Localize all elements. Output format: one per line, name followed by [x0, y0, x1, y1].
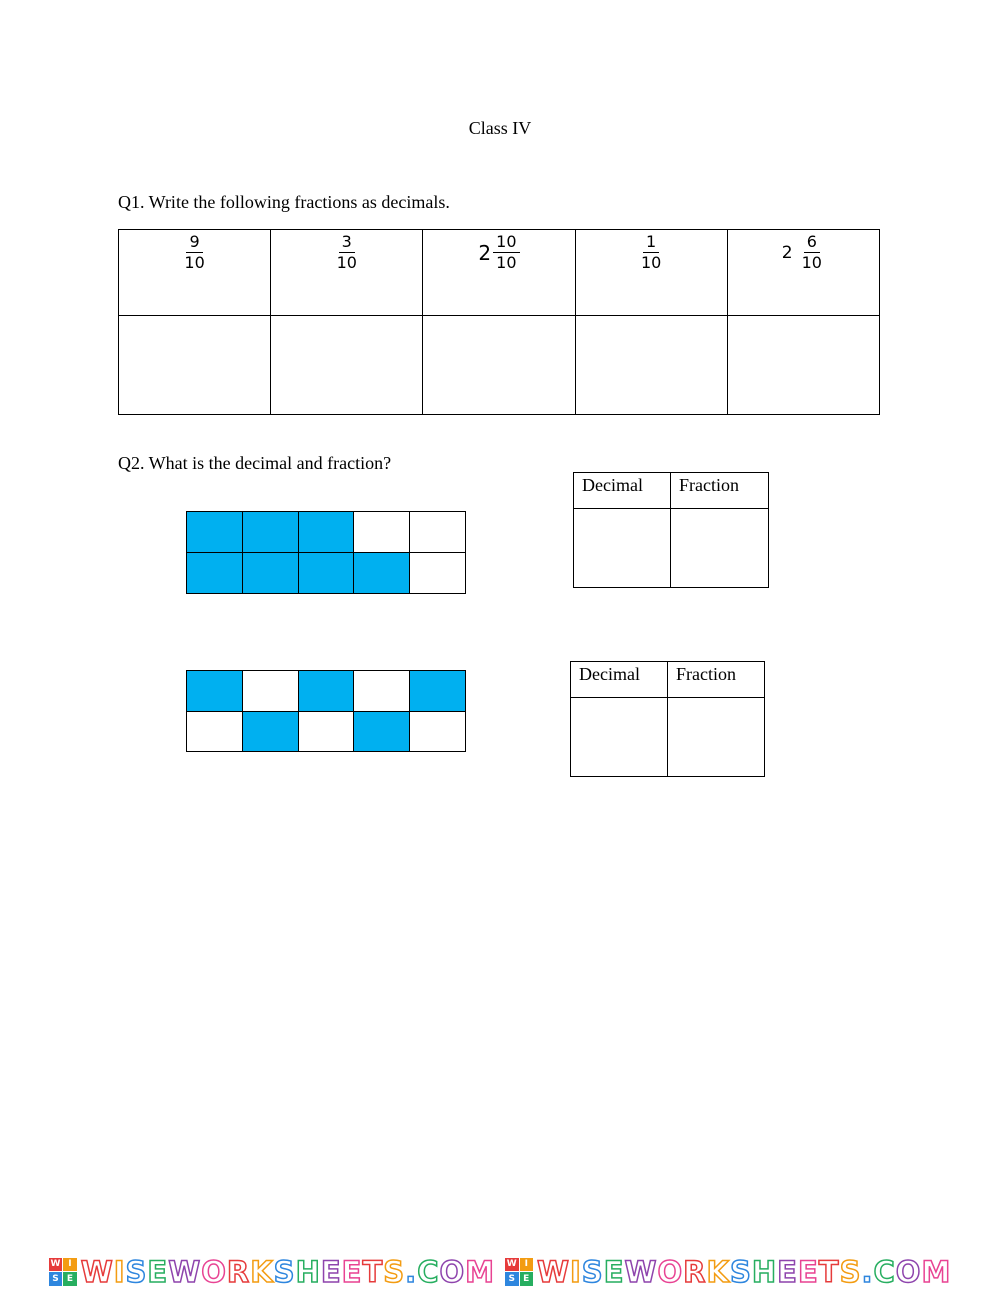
numerator: 3 [339, 232, 355, 253]
numerator: 10 [493, 232, 519, 253]
logo-icon [505, 1258, 533, 1286]
shaded-square [242, 553, 298, 594]
fraction-cell [271, 230, 423, 316]
logo-letter: E [520, 1272, 534, 1286]
shaded-square [242, 711, 298, 752]
shaded-square [242, 512, 298, 553]
shaded-square [354, 711, 410, 752]
decimal-header: Decimal [574, 473, 671, 509]
unshaded-square [187, 711, 243, 752]
unshaded-square [354, 671, 410, 712]
fraction [493, 232, 519, 273]
numerator: 6 [804, 232, 820, 253]
watermark [505, 1255, 951, 1289]
fraction-answer-cell[interactable] [671, 509, 769, 588]
shaded-square [187, 671, 243, 712]
watermark [49, 1255, 495, 1289]
fraction [799, 232, 825, 273]
fractions-table [118, 229, 880, 415]
shaded-square [187, 553, 243, 594]
answer-table-1 [573, 472, 769, 588]
answer-table-2 [570, 661, 765, 777]
watermark-footer [0, 1252, 1000, 1291]
answer-cell[interactable] [271, 316, 423, 415]
shaded-square [298, 553, 354, 594]
fraction-answer-cell[interactable] [668, 698, 765, 777]
shaded-square [410, 671, 466, 712]
fraction-cell [575, 230, 727, 316]
fraction-cell [423, 230, 575, 316]
question-2-prompt: Q2. What is the decimal and fraction? [118, 453, 392, 473]
whole-number: 2 [781, 242, 793, 263]
shaded-square [354, 553, 410, 594]
answer-cell[interactable] [119, 316, 271, 415]
numerator: 1 [643, 232, 659, 253]
denominator: 10 [184, 253, 205, 272]
fraction [334, 232, 360, 273]
watermark-text: WISEWORKSHEETS.COM [537, 1254, 952, 1289]
shaded-square [187, 512, 243, 553]
decimal-answer-cell[interactable] [571, 698, 668, 777]
unshaded-square [410, 711, 466, 752]
page-title: Class IV [468, 118, 532, 138]
shaded-grid-2 [186, 670, 466, 752]
decimal-answer-cell[interactable] [574, 509, 671, 588]
fraction-header: Fraction [671, 473, 769, 509]
question-1-prompt: Q1. Write the following fractions as decimals. [118, 192, 450, 212]
decimal-header: Decimal [571, 662, 668, 698]
unshaded-square [410, 512, 466, 553]
fraction-header: Fraction [668, 662, 765, 698]
fraction [638, 232, 664, 273]
fraction-cell [727, 230, 879, 316]
shaded-grid-1 [186, 511, 466, 594]
fraction-cell [119, 230, 271, 316]
logo-letter: E [63, 1272, 77, 1286]
unshaded-square [298, 711, 354, 752]
whole-number: 2 [478, 240, 492, 265]
denominator: 10 [640, 253, 662, 272]
unshaded-square [354, 512, 410, 553]
logo-letter: W [50, 1259, 61, 1270]
shaded-square [298, 512, 354, 553]
denominator: 10 [336, 253, 357, 272]
logo-letter: S [49, 1272, 63, 1286]
shaded-square [298, 671, 354, 712]
answer-cell[interactable] [575, 316, 727, 415]
watermark-text: WISEWORKSHEETS.COM [80, 1254, 495, 1289]
unshaded-square [410, 553, 466, 594]
unshaded-square [242, 671, 298, 712]
logo-letter: I [520, 1258, 534, 1272]
logo-icon [49, 1258, 77, 1286]
numerator: 9 [186, 232, 202, 253]
logo-letter: W [506, 1259, 517, 1270]
fraction [181, 232, 207, 273]
denominator: 10 [801, 253, 822, 272]
denominator: 10 [496, 253, 517, 272]
logo-letter: I [63, 1258, 77, 1272]
answer-cell[interactable] [423, 316, 575, 415]
answer-cell[interactable] [727, 316, 879, 415]
logo-letter: S [505, 1272, 519, 1286]
